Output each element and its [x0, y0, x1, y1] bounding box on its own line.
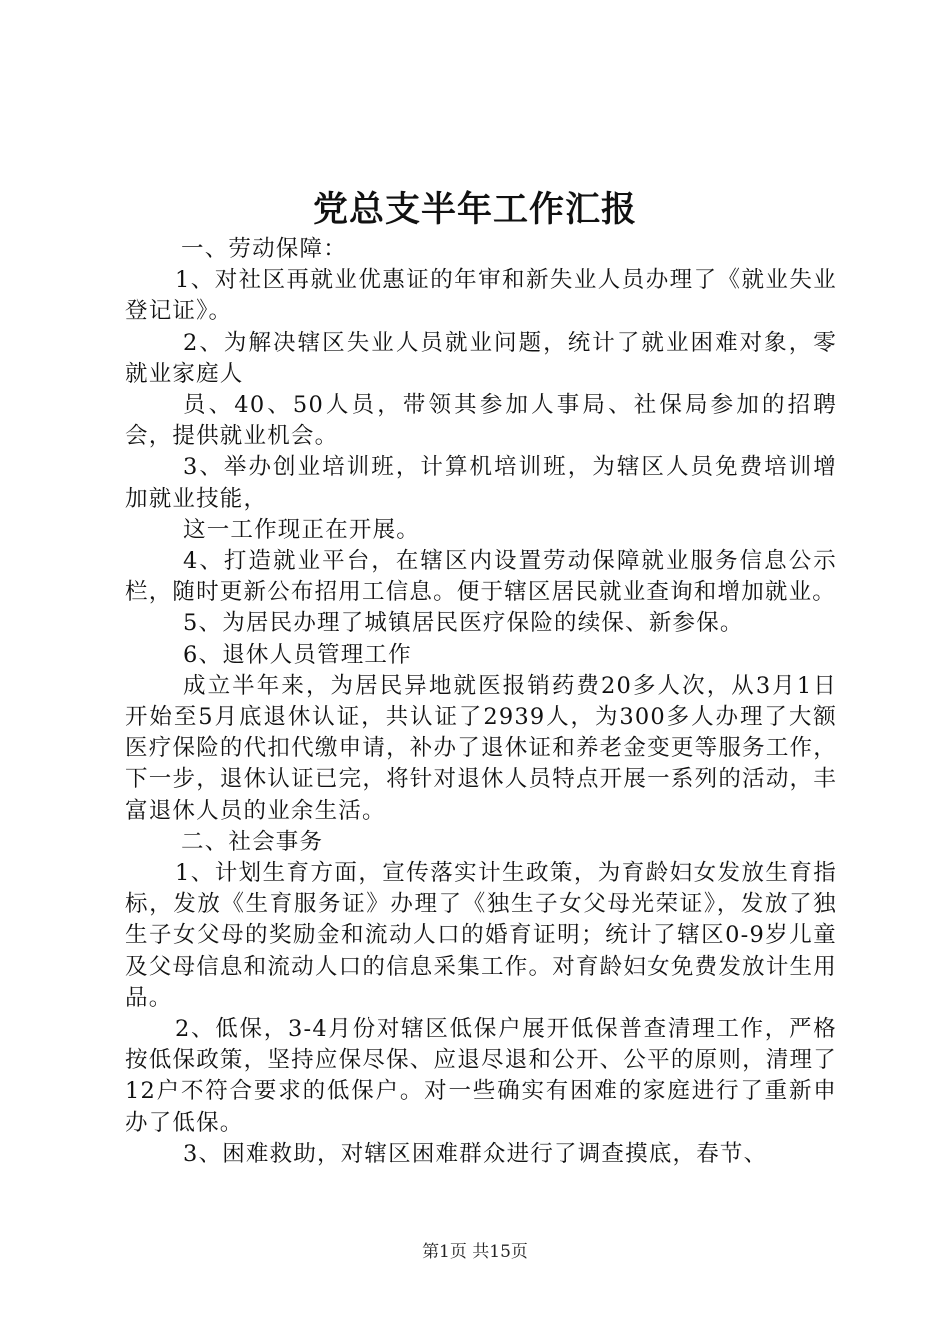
document-body — [125, 234, 837, 1170]
paragraph: 1、计划生育方面，宣传落实计生政策，为育龄妇女发放生育指标，发放《生育服务证》办理了《独生子女父母光荣证》，发放了独生子女父母的奖励金和流动人口的婚育证明；统计了辖区0-9岁儿童及父母信息和流动人口的信息采集工作。对育龄妇女免费发放计生用品。 — [125, 860, 837, 1011]
page-footer: 第1页 共15页 — [422, 1242, 528, 1262]
paragraph: 成立半年来，为居民异地就医报销药费20多人次，从3月1日开始至5月底退休认证，共认证了2939人，为300多人办理了大额医疗保险的代扣代缴申请，补办了退休证和养老金变更等服务工作，下一步，退休认证已完，将针对退休人员特点开展一系列的活动，丰富退休人员的业余生活。 — [125, 672, 837, 824]
paragraph: 1、对社区再就业优惠证的年审和新失业人员办理了《就业失业登记证》。 — [125, 267, 837, 325]
paragraph: 3、困难救助，对辖区困难群众进行了调查摸底，春节、 — [183, 1140, 768, 1167]
paragraph: 3、举办创业培训班，计算机培训班，为辖区人员免费培训增加就业技能， — [125, 454, 837, 512]
paragraph-section-heading: 一、劳动保障： — [181, 236, 347, 262]
paragraph-section-heading: 二、社会事务 — [181, 828, 324, 855]
paragraph: 这一工作现正在开展。 — [183, 516, 421, 543]
paragraph: 2、为解决辖区失业人员就业问题，统计了就业困难对象，零就业家庭人 — [125, 329, 837, 387]
paragraph: 5、为居民办理了城镇居民医疗保险的续保、新参保。 — [183, 610, 744, 637]
paragraph: 4、打造就业平台，在辖区内设置劳动保障就业服务信息公示栏，随时更新公布招用工信息。便于辖区居民就业查询和增加就业。 — [125, 548, 837, 606]
paragraph: 2、低保，3-4月份对辖区低保户展开低保普查清理工作，严格按低保政策，坚持应保尽保、应退尽退和公开、公平的原则，清理了12户不符合要求的低保户。对一些确实有困难的家庭进行了重新申办了低保。 — [125, 1016, 837, 1136]
paragraph: 员、40、50人员，带领其参加人事局、社保局参加的招聘会，提供就业机会。 — [125, 392, 837, 450]
paragraph: 6、退休人员管理工作 — [183, 641, 412, 668]
document-title: 党总支半年工作汇报 — [312, 189, 637, 230]
